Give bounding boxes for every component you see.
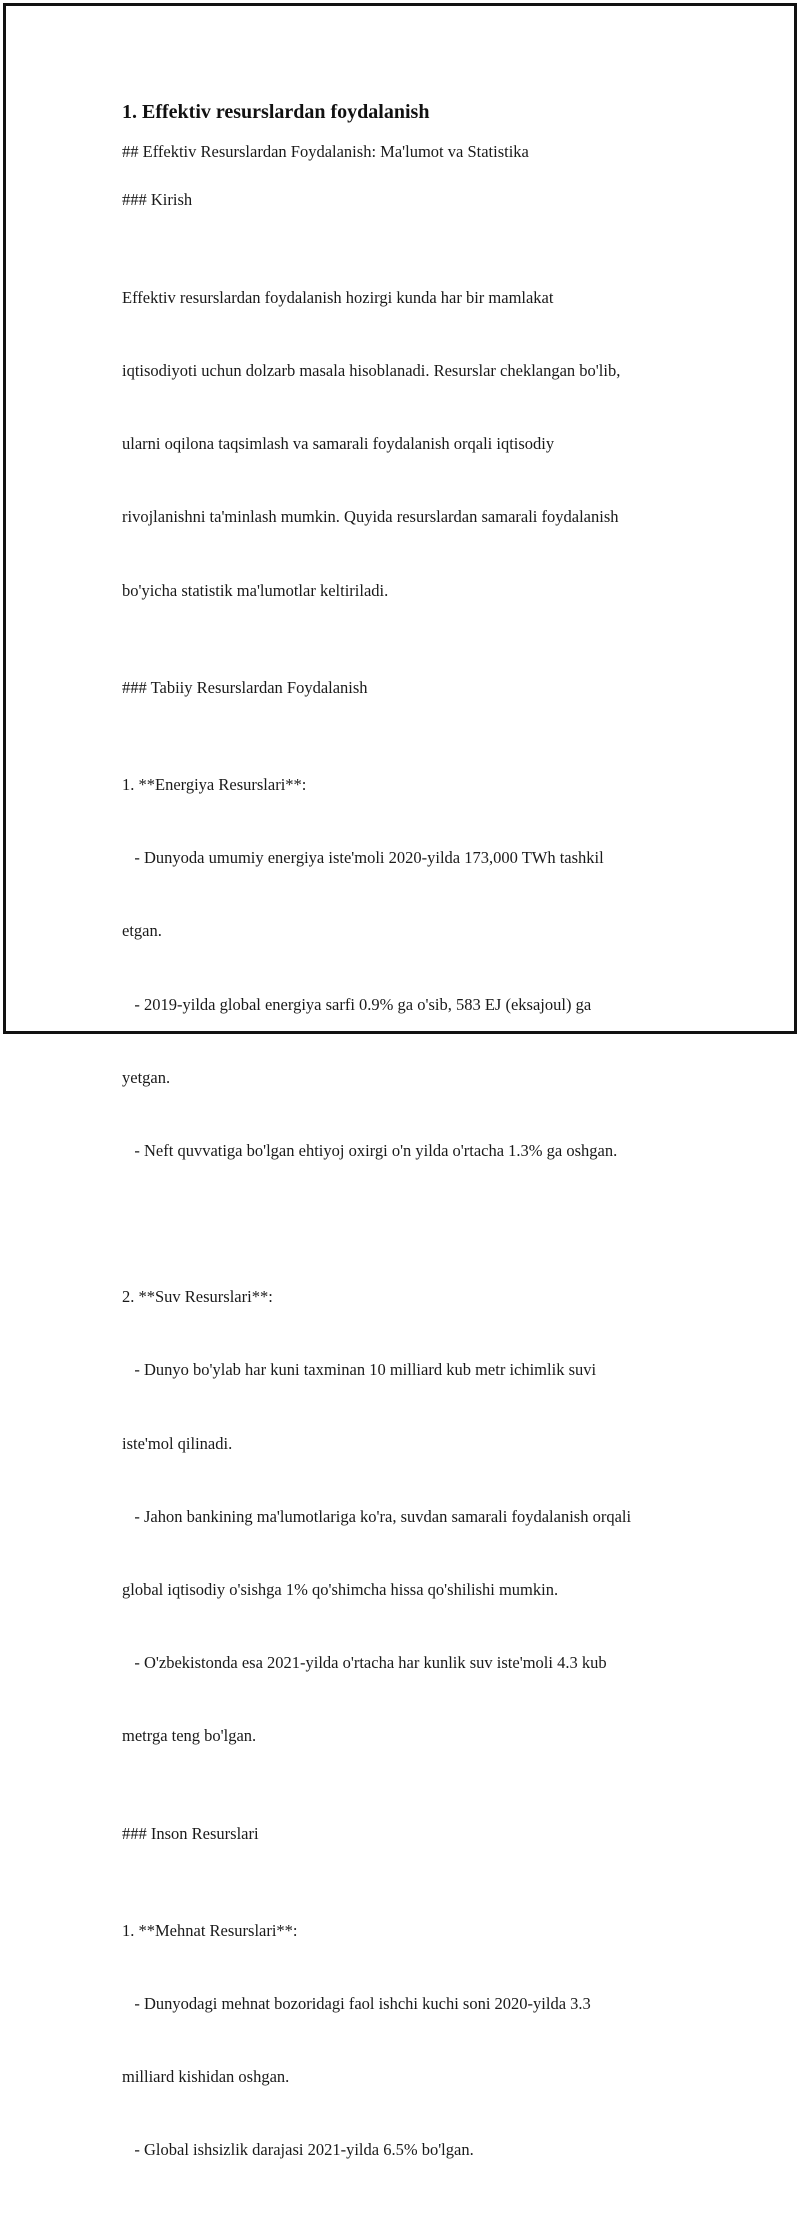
- section-heading-human: ### Inson Resurslari: [122, 1823, 259, 1843]
- section-heading-natural: ### Tabiiy Resurslardan Foydalanish: [122, 677, 368, 697]
- list-item: - Dunyoda umumiy energiya iste'moli 2020-yilda 173,000 TWh tashkil: [122, 848, 604, 868]
- list-item: - Dunyodagi mehnat bozoridagi faol ishchi kuchi soni 2020-yilda 3.3: [122, 1994, 591, 2014]
- energy-list: [122, 724, 702, 1212]
- list-item: - Neft quvvatiga bo'lgan ehtiyoj oxirgi o'n yilda o'rtacha 1.3% ga oshgan.: [122, 1141, 618, 1161]
- document-body: [122, 98, 702, 2236]
- list-item: 1. **Mehnat Resurslari**:: [122, 1920, 298, 1940]
- list-item: - 2019-yilda global energiya sarfi 0.9% ga o'sib, 583 EJ (eksajoul) ga: [122, 994, 592, 1014]
- intro-paragraph: [122, 237, 702, 652]
- intro-line: rivojlanishni ta'minlash mumkin. Quyida resurslardan samarali foydalanish: [122, 507, 619, 527]
- intro-line: bo'yicha statistik ma'lumotlar keltiriladi.: [122, 580, 389, 600]
- list-item: yetgan.: [122, 1067, 171, 1087]
- list-item: 2. **Suv Resurslari**:: [122, 1287, 273, 1307]
- page-frame: [3, 3, 797, 2160]
- intro-line: iqtisodiyoti uchun dolzarb masala hisoblanadi. Resurslar cheklangan bo'lib,: [122, 360, 621, 380]
- document-title: 1. Effektiv resurslardan foydalanish: [122, 101, 430, 123]
- list-item: iste'mol qilinadi.: [122, 1433, 233, 1453]
- water-list: [122, 1236, 702, 1797]
- list-item: milliard kishidan oshgan.: [122, 2067, 290, 2087]
- list-item: - Dunyo bo'ylab har kuni taxminan 10 milliard kub metr ichimlik suvi: [122, 1360, 597, 1380]
- list-item: - Global ishsizlik darajasi 2021-yilda 6.5% bo'lgan.: [122, 2140, 474, 2160]
- section-heading-intro: ### Kirish: [122, 190, 193, 210]
- list-item: - O'zbekistonda esa 2021-yilda o'rtacha har kunlik suv iste'moli 4.3 kub: [122, 1653, 607, 1673]
- list-item: metrga teng bo'lgan.: [122, 1726, 257, 1746]
- list-item: etgan.: [122, 921, 162, 941]
- intro-line: ularni oqilona taqsimlash va samarali foydalanish orqali iqtisodiy: [122, 434, 555, 454]
- list-item: 1. **Energiya Resurslari**:: [122, 774, 307, 794]
- list-item: global iqtisodiy o'sishga 1% qo'shimcha hissa qo'shilishi mumkin.: [122, 1579, 559, 1599]
- list-item: - Jahon bankining ma'lumotlariga ko'ra, suvdan samarali foydalanish orqali: [122, 1506, 632, 1526]
- section-heading-main: ## Effektiv Resurslardan Foydalanish: Ma'lumot va Statistika: [122, 142, 529, 161]
- intro-line: Effektiv resurslardan foydalanish hozirgi kunda har bir mamlakat: [122, 287, 554, 307]
- labor-list: [122, 1870, 702, 2212]
